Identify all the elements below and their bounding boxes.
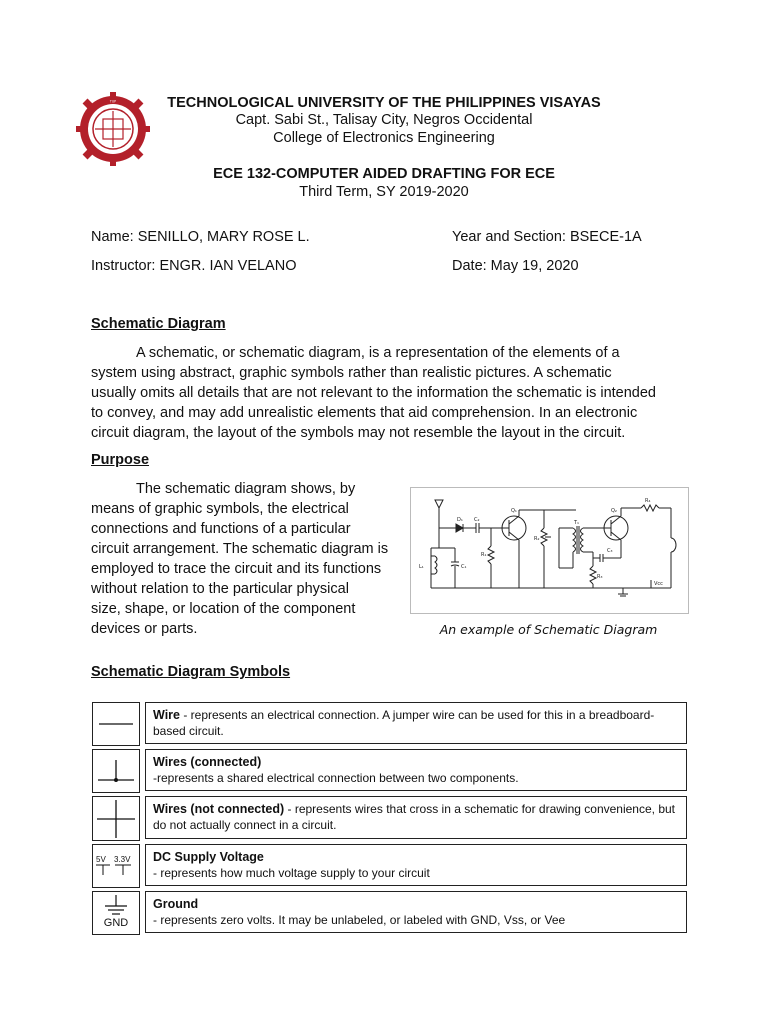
wires-not-connected-symbol <box>92 796 140 841</box>
diagram-label: C₁ <box>461 564 467 570</box>
schematic-paragraph <box>91 343 691 443</box>
paragraph-line: to convey, and may add unrealistic elements that aid comprehension. In an electronic <box>91 405 638 421</box>
diagram-label: D₁ <box>457 517 463 523</box>
diagram-label: R₁ <box>481 552 487 558</box>
gnd-label: GND <box>103 917 129 929</box>
date: Date: May 19, 2020 <box>452 258 579 274</box>
diagram-label: L₁ <box>419 564 424 570</box>
symbol-desc: represents wires that cross in a schematic for drawing convenience, but do not actually connect in a circuit. <box>153 802 676 832</box>
diagram-label: Q₂ <box>611 508 617 514</box>
dc-supply-icon <box>93 845 139 887</box>
dc-label-5v: 5V <box>96 855 106 864</box>
symbols-heading: Schematic Diagram Symbols <box>91 664 291 680</box>
ground-description <box>145 891 687 933</box>
course-title: ECE 132-COMPUTER AIDED DRAFTING FOR ECE <box>213 166 555 182</box>
college-name: College of Electronics Engineering <box>273 130 495 146</box>
course-term: Third Term, SY 2019-2020 <box>299 184 469 200</box>
symbol-desc: -represents a shared electrical connection between two components. <box>153 771 519 785</box>
wire-icon <box>93 703 139 745</box>
separator: - <box>179 708 191 722</box>
wires-connected-description <box>145 749 687 791</box>
paragraph-line: usually omits all details that are not relevant to the information the schematic is intended <box>91 385 656 401</box>
year-section: Year and Section: BSECE-1A <box>452 229 642 245</box>
paragraph-line: size, shape, or location of the component <box>91 601 356 617</box>
wires-connected-symbol <box>92 749 140 793</box>
diagram-label: R₃ <box>597 574 603 580</box>
diagram-label: C₃ <box>607 548 613 554</box>
paragraph-line: A schematic, or schematic diagram, is a representation of the elements of a <box>136 345 620 361</box>
symbol-desc: - represents zero volts. It may be unlabeled, or labeled with GND, Vss, or Vee <box>153 913 566 927</box>
wires-not-connected-description <box>145 796 687 839</box>
diagram-caption: An example of Schematic Diagram <box>439 622 658 637</box>
paragraph-line: without relation to the particular physical <box>91 581 349 597</box>
separator: - <box>284 802 295 816</box>
dc-supply-description <box>145 844 687 886</box>
schematic-heading: Schematic Diagram <box>91 316 226 332</box>
purpose-heading: Purpose <box>91 452 150 468</box>
dc-supply-symbol <box>92 844 140 888</box>
paragraph-line: system using abstract, graphic symbols rather than realistic pictures. A schematic <box>91 365 612 381</box>
university-name: TECHNOLOGICAL UNIVERSITY OF THE PHILIPPINES VISAYAS <box>167 95 601 111</box>
example-schematic-diagram <box>410 487 689 614</box>
university-address: Capt. Sabi St., Talisay City, Negros Occidental <box>235 112 533 128</box>
symbol-title: DC Supply Voltage <box>153 850 264 864</box>
symbol-title: Wire <box>153 708 180 722</box>
diagram-label: C₂ <box>474 517 480 523</box>
symbol-title: Wires (not connected) <box>153 802 285 816</box>
diagram-label: R₄ <box>645 498 651 504</box>
wires-connected-icon <box>93 750 139 792</box>
symbol-title: Wires (connected) <box>153 755 262 769</box>
paragraph-line: means of graphic symbols, the electrical <box>91 501 349 517</box>
wires-crossing-icon <box>93 797 139 840</box>
student-name: Name: SENILLO, MARY ROSE L. <box>91 229 310 245</box>
paragraph-line: devices or parts. <box>91 621 198 637</box>
diagram-label: R₂ <box>534 536 540 542</box>
paragraph-line: The schematic diagram shows, by <box>136 481 356 497</box>
instructor: Instructor: ENGR. IAN VELANO <box>91 258 297 274</box>
purpose-paragraph <box>91 479 411 639</box>
paragraph-line: employed to trace the circuit and its functions <box>91 561 382 577</box>
symbol-desc: represents an electrical connection. A jumper wire can be used for this in a breadboard-based circuit. <box>153 708 655 738</box>
paragraph-line: circuit arrangement. The schematic diagram is <box>91 541 389 557</box>
diagram-label: Vcc <box>654 581 663 587</box>
symbol-desc: - represents how much voltage supply to your circuit <box>153 866 430 880</box>
dc-label-3v3: 3.3V <box>114 855 131 864</box>
paragraph-line: circuit diagram, the layout of the symbols may not resemble the layout in the circuit. <box>91 425 626 441</box>
symbol-title: Ground <box>153 897 199 911</box>
svg-text:TUP: TUP <box>109 99 117 104</box>
wire-description <box>145 702 687 744</box>
wire-symbol <box>92 702 140 746</box>
ground-symbol <box>92 891 140 935</box>
diagram-label: T₁ <box>574 520 580 526</box>
paragraph-line: connections and functions of a particular <box>91 521 351 537</box>
diagram-label: Q₁ <box>511 508 517 514</box>
